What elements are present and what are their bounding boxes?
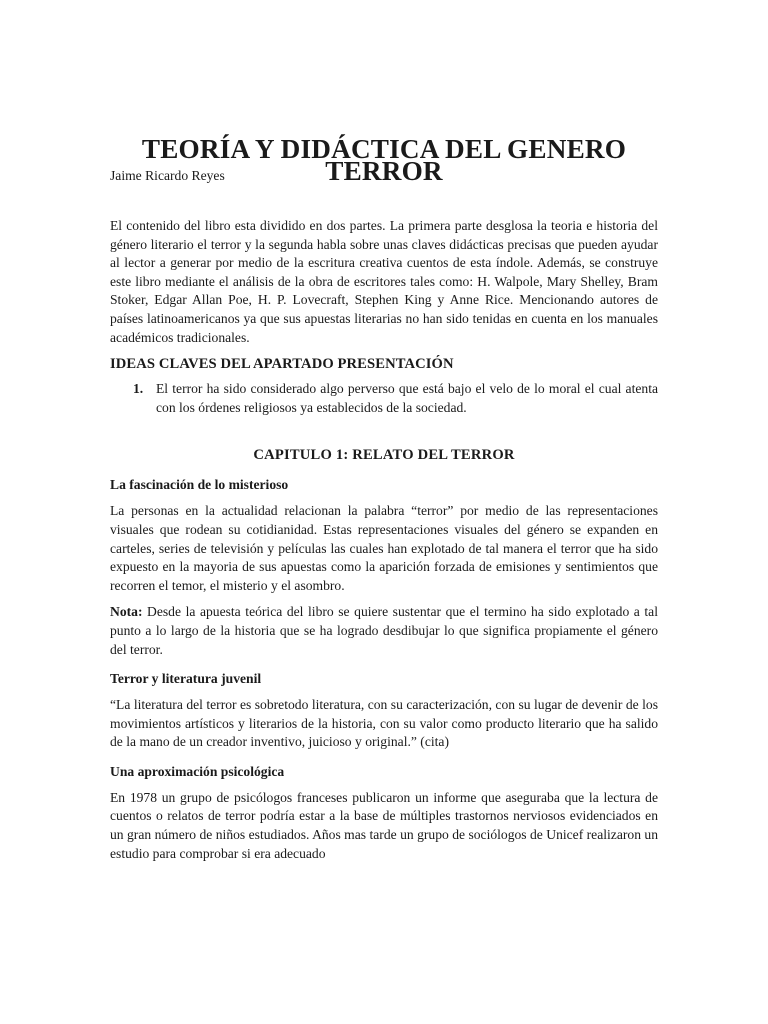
list-item bbox=[110, 380, 658, 417]
list-item-number: 1. bbox=[133, 381, 144, 397]
section-heading-fascinacion: La fascinación de lo misterioso bbox=[110, 477, 289, 493]
section-heading-juvenil: Terror y literatura juvenil bbox=[110, 671, 262, 687]
ideas-list bbox=[110, 380, 658, 417]
ideas-heading: IDEAS CLAVES DEL APARTADO PRESENTACIÓN bbox=[110, 356, 454, 373]
section-heading-psicologica: Una aproximación psicológica bbox=[110, 763, 285, 779]
note-label: Nota: bbox=[110, 604, 143, 620]
list-item-text: El terror ha sido considerado algo perverso que está bajo el velo de lo moral el cual atenta con los órdenes religiosos ya establecidos de la sociedad. bbox=[156, 381, 658, 415]
paragraph-psicologica: En 1978 un grupo de psicólogos franceses publicaron un informe que aseguraba que la lectura de cuentos o relatos de terror podría estar a la base de múltiples trastornos nerviosos evidenciados en un gran número de niños estudiados. Años mas tarde un grupo de sociólogos de Unicef realizaron un estudio para comprobar si era adecuado bbox=[110, 789, 658, 861]
document-title: TEORÍA Y DIDÁCTICA DEL GENERO TERROR bbox=[141, 134, 627, 186]
paragraph-fascinacion: La personas en la actualidad relacionan la palabra “terror” por medio de las representaciones visuales que rodean su cotidianidad. Estas representaciones visuales del género se expanden en carteles, series de televisión y películas las cuales han explotado de tal manera el terror que ha sido expuesto en la mayoria de sus apuestas como la aparición forzada de emisiones y sentimientos que recorren el temor, el misterio y el asombro. bbox=[110, 503, 658, 593]
intro-paragraph: El contenido del libro esta dividido en dos partes. La primera parte desglosa la teoria e historia del género literario el terror y la segunda habla sobre unas claves didácticas precisas que pueden ayudar al lector a generar por medio de la escritura creativa cuentos de esta índole. Además, se construye este libro mediante el análisis de la obra de escritores tales como: H. Walpole, Mary Shelley, Bram Stoker, Edgar Allan Poe, H. P. Lovecraft, Stephen King y Anne Rice. Mencionando autores de países latinoamericanos ya que sus apuestas literarias no han sido tenidas en cuenta en los manuales académicos tradicionales. bbox=[110, 218, 658, 345]
note-paragraph bbox=[110, 603, 658, 659]
author-name: Jaime Ricardo Reyes bbox=[110, 168, 225, 183]
paragraph-juvenil: “La literatura del terror es sobretodo literatura, con su caracterización, con su lugar de devenir de los movimientos artísticos y literarios de la historia, con su valor como producto literario que ha salido de la mano de un creador inventivo, juicioso y original.” (cita) bbox=[110, 697, 658, 750]
note-text: Desde la apuesta teórica del libro se quiere sustentar que el termino ha sido explotado a tal punto a lo largo de la historia que se ha logrado desdibujar lo que significa propiamente el género del terror. bbox=[110, 604, 658, 657]
chapter-title: CAPITULO 1: RELATO DEL TERROR bbox=[253, 447, 515, 464]
document-page bbox=[110, 134, 658, 863]
